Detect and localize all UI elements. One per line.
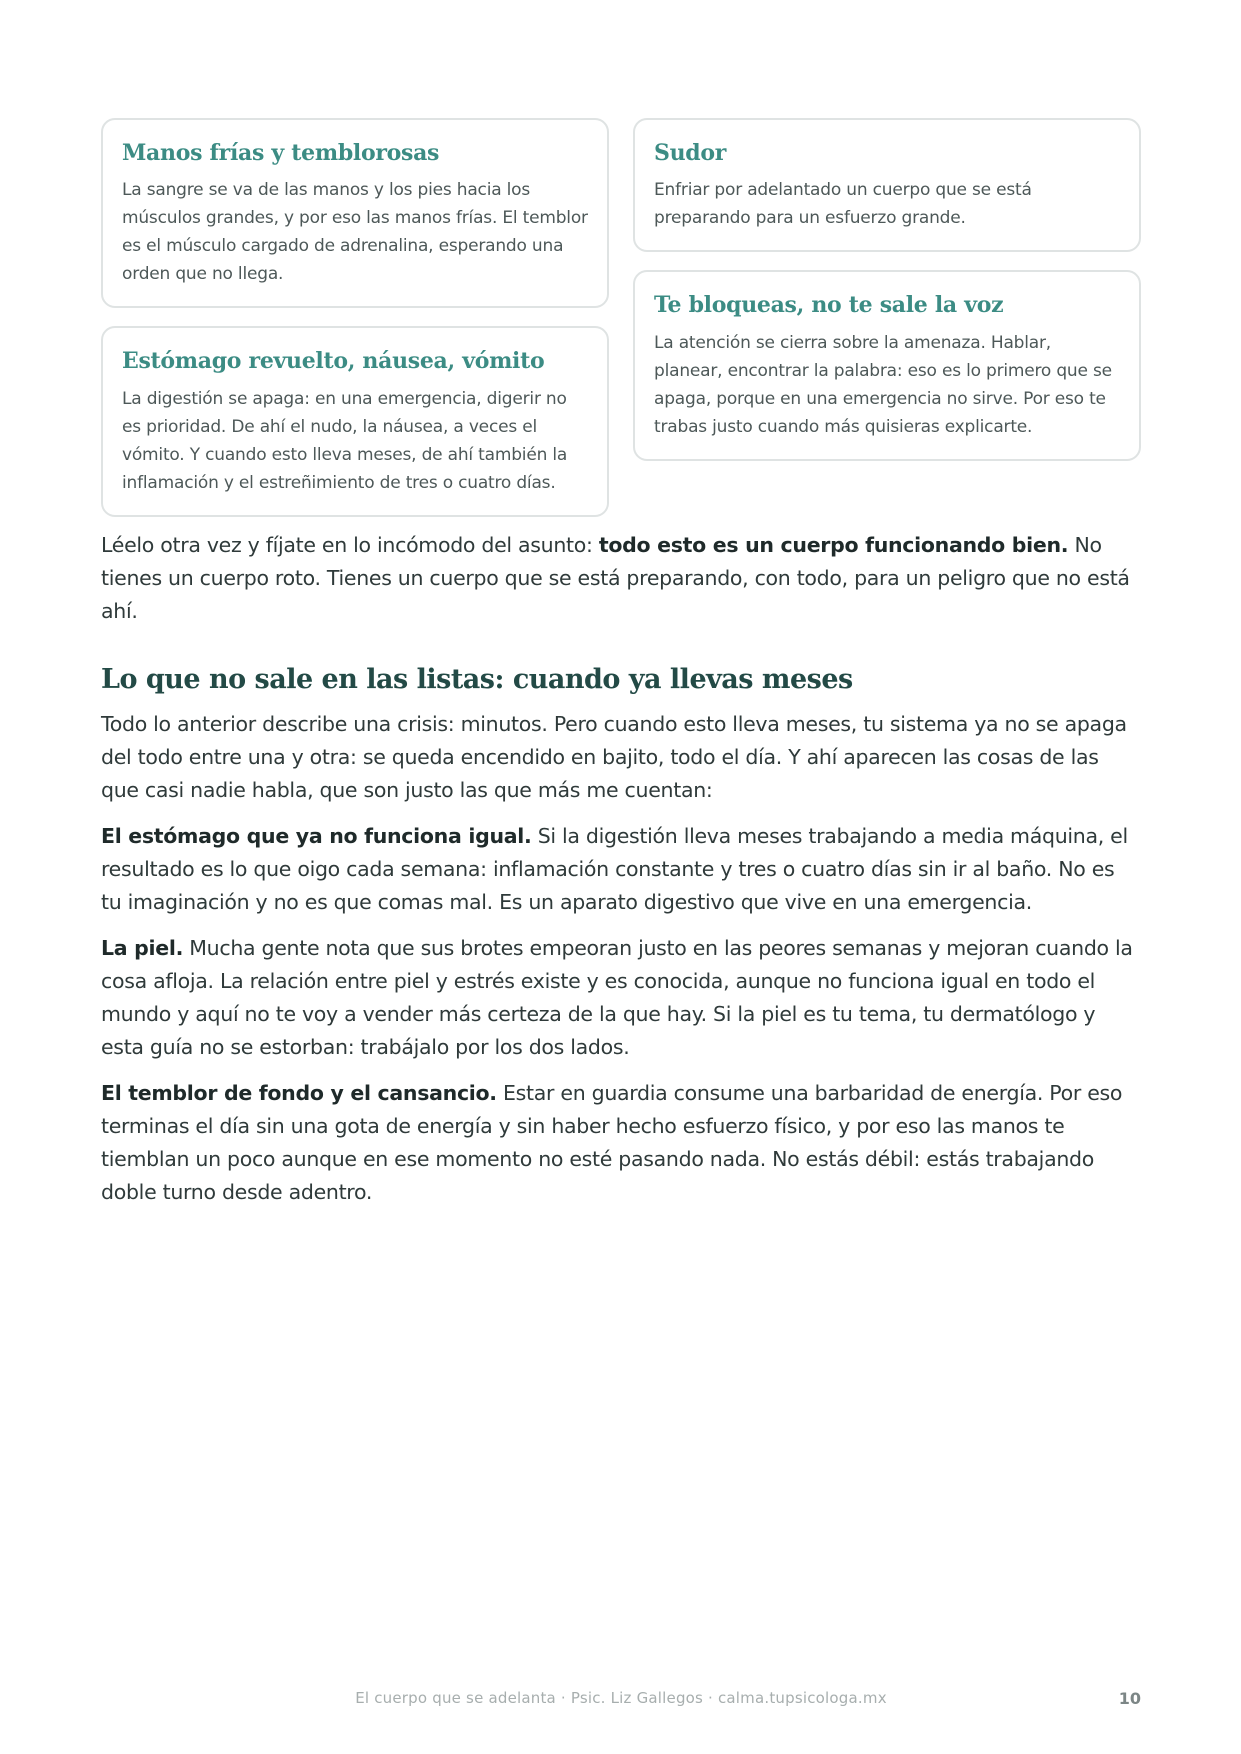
- card-title: Manos frías y temblorosas: [122, 140, 440, 166]
- card-title: Estómago revuelto, náusea, vómito: [122, 348, 545, 375]
- footer-credits: El cuerpo que se adelanta · Psic. Liz Gallegos · calma.tupsicologa.mx: [355, 1689, 887, 1707]
- card-manos-frias: [101, 118, 609, 308]
- item-temblor: [101, 1077, 1141, 1209]
- section-paragraph: Todo lo anterior describe una crisis: minutos. Pero cuando esto lleva meses, tu sistema ya no se apaga del todo entre una y otra: se queda encendido en bajito, todo el día. Y ahí aparecen las cosas de las que casi nadie habla, que son justo las que más me cuentan:: [101, 712, 1127, 803]
- intro-text-start: Léelo otra vez y fíjate en lo incómodo del asunto:: [101, 532, 599, 557]
- card-text: La sangre se va de las manos y los pies hacia los músculos grandes, y por eso las manos frías. El temblor es el músculo cargado de adrenalina, esperando una orden que no llega.: [122, 180, 588, 285]
- item-lead: El estómago que ya no funciona igual.: [101, 824, 532, 849]
- card-bloqueo: [633, 270, 1141, 460]
- item-lead: El temblor de fondo y el cansancio.: [101, 1081, 497, 1106]
- item-lead: La piel.: [101, 936, 184, 961]
- item-text: Si la digestión lleva meses trabajando a media máquina, el resultado es lo que oigo cada semana: inflamación constante y tres o cuatro días sin ir al baño. No es tu imaginación y no es que comas mal. Es un aparato digestivo que vive en una emergencia.: [101, 824, 1128, 915]
- intro-paragraph: [101, 529, 1141, 628]
- card-text: La digestión se apaga: en una emergencia, digerir no es prioridad. De ahí el nudo, la náusea, a veces el vómito. Y cuando esto lleva meses, de ahí también la inflamación y el estreñimiento de tres o cuatro días.: [122, 388, 568, 493]
- symptom-cards: [101, 118, 1141, 517]
- card-sudor: [633, 118, 1141, 252]
- page-content: [101, 118, 1141, 1222]
- item-text: Mucha gente nota que sus brotes empeoran justo en las peores semanas y mejoran cuando la cosa afloja. La relación entre piel y estrés existe y es conocida, aunque no funciona igual en todo el mundo y aquí no te voy a vender más certeza de la que hay. Si la piel es tu tema, tu dermatólogo y esta guía no se estorban: trabájalo por los dos lados.: [101, 936, 1133, 1060]
- item-estomago: [101, 820, 1141, 919]
- item-text: Estar en guardia consume una barbaridad de energía. Por eso terminas el día sin una gota de energía y sin haber hecho esfuerzo físico, y por eso las manos te tiemblan un poco aunque en ese momento no esté pasando nada. No estás débil: estás trabajando doble turno desde adentro.: [101, 1081, 1123, 1205]
- item-piel: [101, 932, 1141, 1064]
- card-estomago: [101, 326, 609, 516]
- cards-left-column: [101, 118, 609, 517]
- card-text: La atención se cierra sobre la amenaza. Hablar, planear, encontrar la palabra: eso es lo primero que se apaga, porque en una emergencia no sirve. Por eso te trabas justo cuando más quisieras explicarte.: [654, 332, 1112, 437]
- cards-right-column: [633, 118, 1141, 461]
- page-number: 10: [1118, 1689, 1141, 1708]
- card-title: Te bloqueas, no te sale la voz: [654, 292, 1004, 319]
- card-text: Enfriar por adelantado un cuerpo que se está preparando para un esfuerzo grande.: [654, 180, 1032, 229]
- page-footer: [101, 1689, 1141, 1713]
- card-title: Sudor: [654, 140, 727, 166]
- section-title: Lo que no sale en las listas: cuando ya llevas meses: [101, 663, 853, 695]
- intro-text-end: No tienes un cuerpo roto. Tienes un cuerpo que se está preparando, con todo, para un peligro que no está ahí.: [101, 532, 1130, 623]
- intro-emphasis: todo esto es un cuerpo funcionando bien.: [598, 532, 1069, 557]
